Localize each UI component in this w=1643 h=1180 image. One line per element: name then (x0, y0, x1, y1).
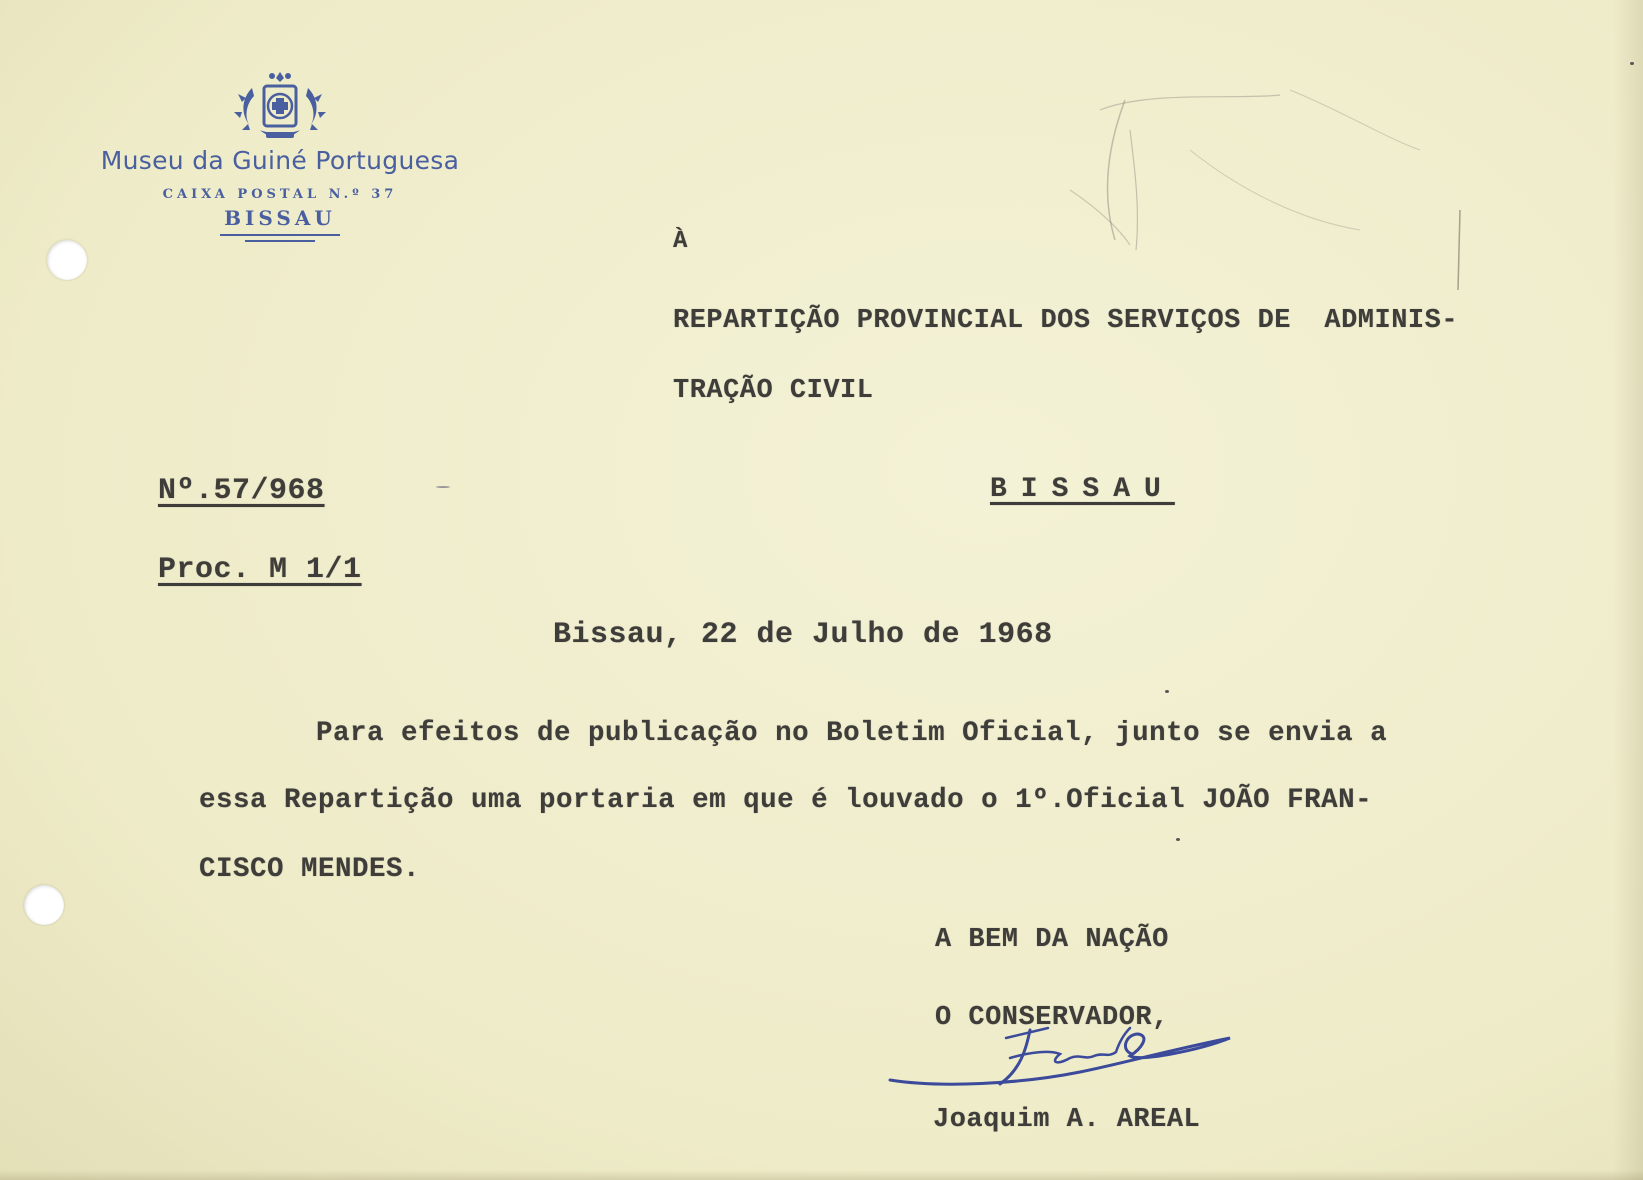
letterhead (60, 68, 500, 242)
page-bottom-edge (0, 1170, 1643, 1180)
page-edge-shadow (1613, 0, 1643, 1180)
ink-speck (1165, 690, 1169, 693)
museum-name: Museu da Guiné Portuguesa (100, 146, 460, 175)
reference-number: Nº.57/968 (158, 474, 325, 508)
addressee-line-2: TRAÇÃO CIVIL (673, 376, 874, 406)
ink-speck (1176, 838, 1180, 841)
closing-title: O CONSERVADOR, (935, 1003, 1169, 1033)
body-line-3: CISCO MENDES. (199, 854, 421, 885)
letterhead-rule-short (245, 240, 315, 242)
letterhead-city: BISSAU (224, 206, 336, 230)
ink-speck (1630, 62, 1634, 65)
coat-of-arms-icon (232, 68, 328, 144)
letterhead-rule (220, 234, 340, 236)
punch-hole-top (47, 240, 87, 280)
postal-box: CAIXA POSTAL N.º 37 (162, 187, 398, 202)
body-line-1: Para efeitos de publicação no Boletim Oficial, junto se envia a (316, 718, 1388, 749)
punch-hole-bottom (24, 885, 64, 925)
handwritten-signature (880, 1010, 1240, 1100)
process-reference: Proc. M 1/1 (158, 553, 362, 587)
signatory-name: Joaquim A. AREAL (933, 1105, 1201, 1135)
pencil-marks (1040, 80, 1520, 290)
addressee-city: BISSAU (990, 474, 1175, 505)
date-line: Bissau, 22 de Julho de 1968 (553, 618, 1053, 652)
body-line-2: essa Repartição uma portaria em que é louvado o 1º.Oficial JOÃO FRAN- (199, 785, 1373, 816)
ink-speck (436, 486, 450, 488)
addressee-prefix: À (673, 228, 688, 255)
addressee-line-1: REPARTIÇÃO PROVINCIAL DOS SERVIÇOS DE ADMINIS- (673, 306, 1459, 336)
closing-salutation: A BEM DA NAÇÃO (935, 925, 1169, 955)
